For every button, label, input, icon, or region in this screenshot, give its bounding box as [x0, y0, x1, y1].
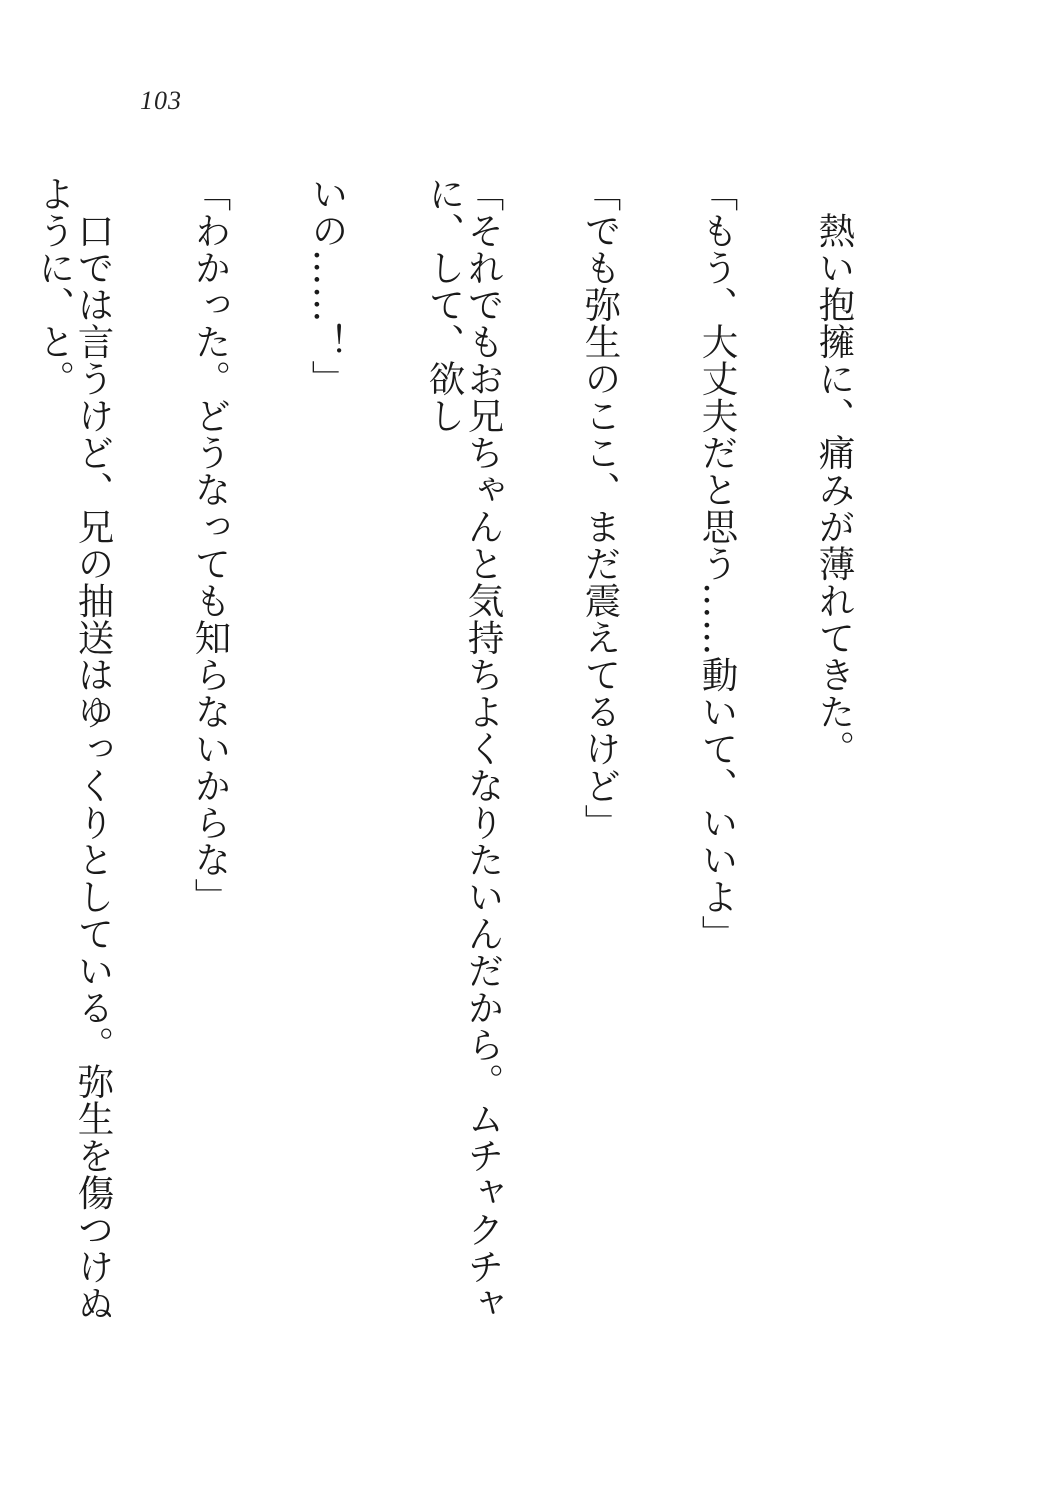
page-number: 103: [140, 86, 182, 115]
novel-text-body: [0, 175, 932, 1325]
text-line: 「もう、大丈夫だと思う……動いて、いいよ」: [696, 175, 739, 952]
text-line: 熱い抱擁に、痛みが薄れてきた。: [813, 175, 856, 767]
text-line: 「それでもお兄ちゃんと気持ちよくなりたいんだから。ムチャクチャに、して、欲し: [423, 175, 505, 1322]
text-line: 口では言うけど、兄の抽送はゆっくりとしている。弥生を傷つけぬように、と。: [33, 175, 115, 1322]
text-line: いの……！」: [306, 175, 349, 397]
text-line: 「でも弥生のここ、まだ震えてるけど」: [579, 175, 622, 841]
text-line: 「わかった。どうなっても知らないからな」: [189, 175, 232, 915]
